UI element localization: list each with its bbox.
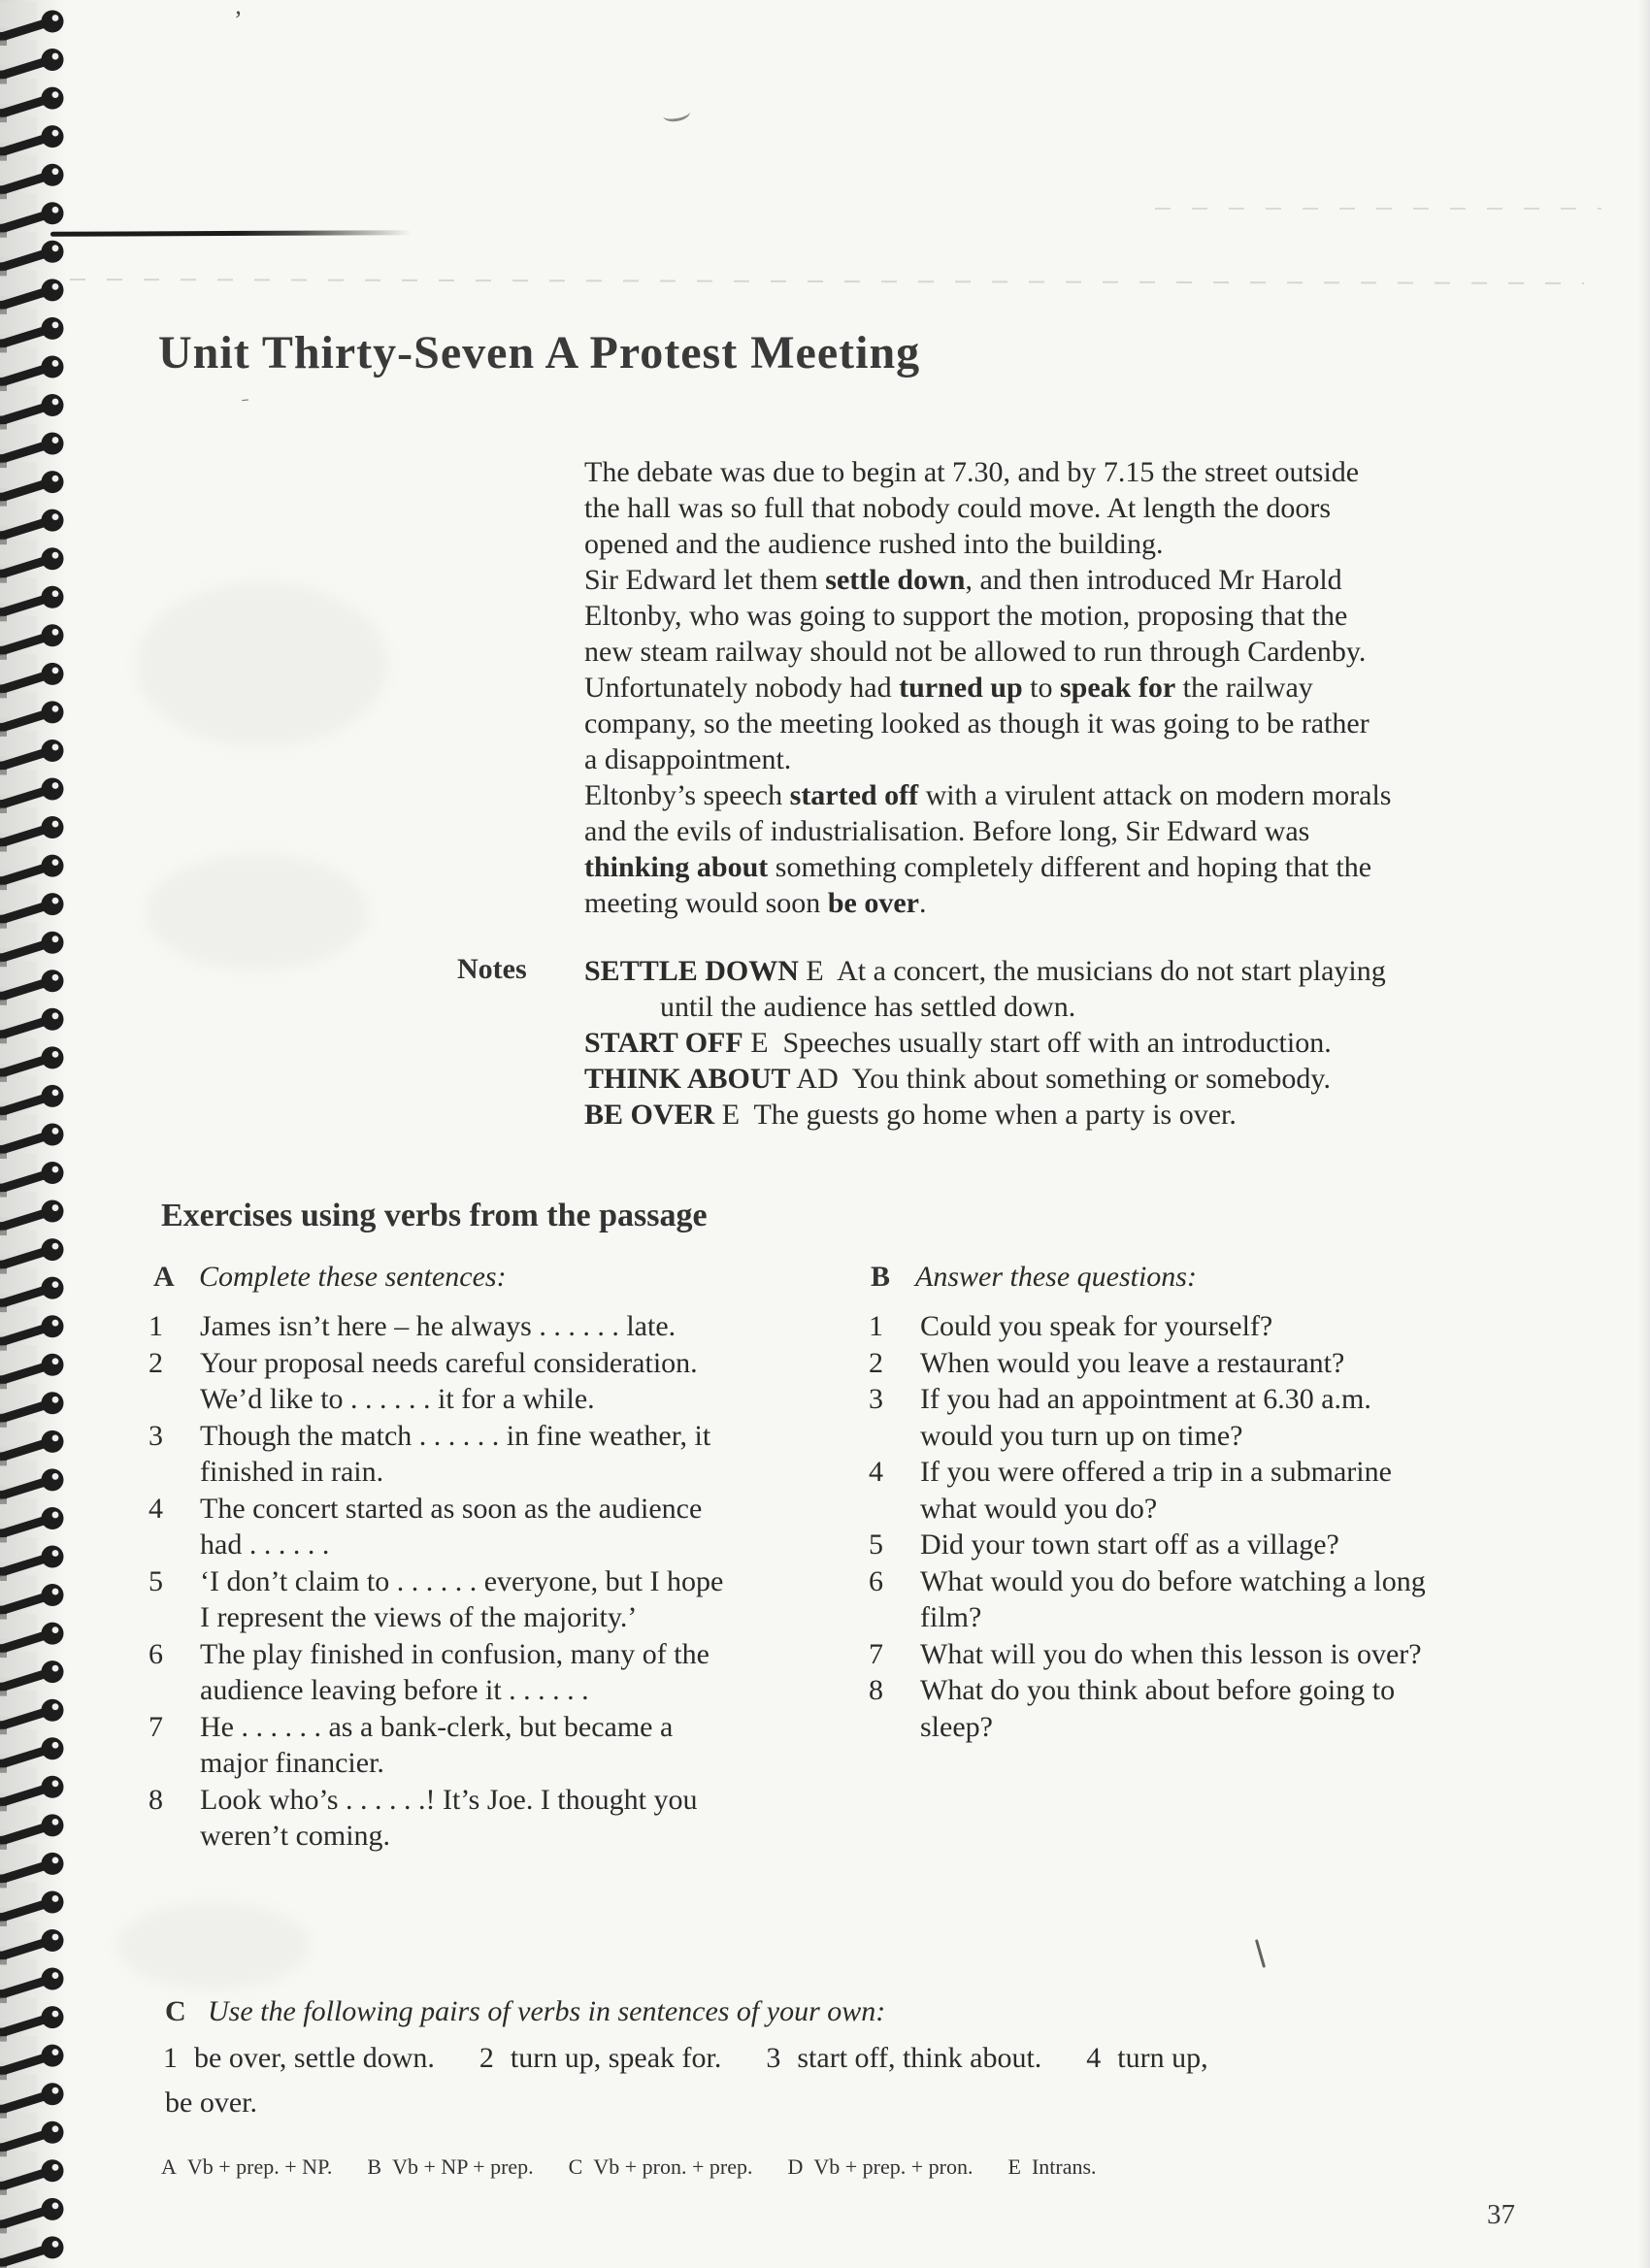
exercise-item [869, 1636, 1635, 1673]
item-number: 4 [869, 1456, 883, 1488]
item-number: 1 [869, 1310, 883, 1342]
phrasal-verb-bold: turned up [899, 672, 1023, 704]
pattern-label: E [1007, 2154, 1021, 2179]
passage-line [584, 454, 1391, 490]
item-number: 6 [148, 1637, 163, 1670]
passage-line [584, 562, 1391, 598]
exercise-item [148, 1563, 867, 1636]
pattern-text: Vb + prep. + pron. [813, 2154, 974, 2179]
section-b-items [869, 1308, 1635, 1745]
scan-artifact-dashed-line [70, 279, 1584, 284]
text-segment: until the audience has settled down. [660, 991, 1076, 1023]
exercise-item [869, 1527, 1635, 1563]
scan-artifact-squiggle [662, 105, 691, 124]
section-a-label: A [153, 1261, 175, 1293]
pattern-entry [1008, 2154, 1097, 2180]
item-line: Could you speak for yourself? [920, 1310, 1273, 1342]
item-line: audience leaving before it . . . . . . [200, 1674, 589, 1706]
text-segment: AD You think about something or somebody. [790, 1063, 1331, 1095]
section-c-instruction: Use the following pairs of verbs in sentences of your own: [208, 1995, 886, 2027]
item-text [200, 1636, 710, 1709]
section-c-label: C [165, 1995, 186, 2027]
text-segment: E The guests go home when a party is over. [714, 1099, 1237, 1131]
passage-line [584, 598, 1391, 634]
pair-number: 4 [1086, 2042, 1102, 2074]
item-number: 7 [148, 1710, 163, 1743]
phrasal-verb-bold: START OFF [584, 1027, 743, 1059]
scan-artifact-mark: ˍ [239, 378, 249, 404]
item-number: 2 [148, 1346, 163, 1379]
item-number: 1 [148, 1310, 163, 1342]
item-text [200, 1709, 673, 1782]
passage-line [584, 885, 1391, 921]
item-number: 2 [869, 1346, 883, 1379]
exercise-item [869, 1381, 1635, 1454]
exercise-item [869, 1563, 1635, 1636]
item-text [920, 1454, 1392, 1527]
item-line: weren’t coming. [200, 1820, 391, 1852]
item-text [200, 1782, 697, 1855]
item-number: 5 [869, 1528, 883, 1561]
exercise-item [148, 1636, 867, 1709]
item-line: I represent the views of the majority.’ [200, 1601, 638, 1633]
item-text [200, 1345, 698, 1418]
item-text [200, 1418, 710, 1491]
item-text [920, 1672, 1395, 1745]
text-segment: the railway [1175, 672, 1313, 704]
item-number: 5 [148, 1564, 163, 1597]
exercise-item [869, 1308, 1635, 1345]
text-segment: and the evils of industrialisation. Before long, Sir Edward was [584, 815, 1310, 847]
text-segment: E At a concert, the musicians do not start playing [798, 955, 1386, 987]
note-line [584, 1025, 1386, 1061]
spiral-binding-icon [0, 0, 116, 2268]
item-line: sleep? [920, 1710, 993, 1743]
item-line: Did your town start off as a village? [920, 1528, 1339, 1561]
text-segment: something completely different and hoping that the [768, 851, 1372, 883]
pattern-entry [787, 2154, 973, 2180]
scan-artifact-stroke [1255, 1939, 1266, 1968]
item-line: When would you leave a restaurant? [920, 1346, 1345, 1379]
item-number: 8 [148, 1783, 163, 1816]
page-edge-shadow [1638, 0, 1650, 2268]
item-text [920, 1636, 1422, 1673]
note-line [584, 989, 1386, 1025]
pattern-key [161, 2154, 1097, 2180]
item-line: finished in rain. [200, 1456, 384, 1488]
scan-blotch [136, 582, 388, 747]
pattern-entry [161, 2154, 332, 2180]
scan-blotch [116, 1902, 311, 1989]
text-segment: Unfortunately nobody had [584, 672, 900, 704]
item-text [920, 1308, 1272, 1345]
section-a-items [148, 1308, 867, 1855]
item-line: Your proposal needs careful consideration. [200, 1346, 698, 1379]
text-segment: with a virulent attack on modern morals [918, 779, 1392, 811]
exercises-heading: Exercises using verbs from the passage [161, 1198, 708, 1233]
pair-number: 1 [163, 2042, 178, 2074]
item-text [200, 1308, 676, 1345]
item-line: would you turn up on time? [920, 1419, 1243, 1452]
text-segment: opened and the audience rushed into the building. [584, 528, 1164, 560]
item-line: what would you do? [920, 1492, 1158, 1525]
exercise-item [869, 1345, 1635, 1382]
item-number: 7 [869, 1637, 883, 1670]
text-segment: Sir Edward let them [584, 564, 826, 596]
exercise-item [148, 1308, 867, 1345]
text-segment: new steam railway should not be allowed to run through Cardenby. [584, 636, 1367, 668]
section-c-continuation: be over. [165, 2087, 257, 2119]
item-line: The play finished in confusion, many of the [200, 1637, 710, 1670]
item-number: 8 [869, 1674, 883, 1706]
unit-title: Unit Thirty-Seven A Protest Meeting [158, 327, 921, 378]
passage-line [584, 670, 1391, 706]
exercise-item [148, 1491, 867, 1563]
text-segment: . [918, 887, 927, 919]
passage-line [584, 777, 1391, 813]
verb-pair [766, 2042, 1041, 2075]
item-text [920, 1345, 1344, 1382]
notes-label: Notes [457, 953, 527, 985]
passage-line [584, 849, 1391, 885]
text-segment: a disappointment. [584, 743, 792, 775]
text-segment: E Speeches usually start off with an introduction. [742, 1027, 1332, 1059]
item-number: 6 [869, 1564, 883, 1597]
pair-number: 3 [766, 2042, 781, 2074]
item-line: major financier. [200, 1747, 384, 1779]
phrasal-verb-bold: thinking about [584, 851, 769, 883]
exercise-item [869, 1454, 1635, 1527]
section-b-instruction: Answer these questions: [915, 1261, 1197, 1293]
item-line: Though the match . . . . . . in fine weather, it [200, 1419, 711, 1452]
pair-number: 2 [478, 2042, 494, 2074]
pattern-text: Intrans. [1031, 2154, 1097, 2179]
text-segment: company, so the meeting looked as though it was going to be rather [584, 707, 1370, 740]
item-text [920, 1563, 1426, 1636]
item-line: What would you do before watching a long [920, 1564, 1426, 1597]
passage-line [584, 813, 1391, 849]
text-segment: to [1022, 672, 1060, 704]
item-line: ‘I don’t claim to . . . . . . everyone, but I hope [200, 1564, 724, 1597]
section-c-pairs [163, 2042, 1208, 2075]
pattern-entry [569, 2154, 753, 2180]
pattern-label: C [568, 2154, 583, 2179]
passage-line [584, 634, 1391, 670]
item-number: 3 [869, 1383, 883, 1415]
pattern-text: Vb + pron. + prep. [593, 2154, 753, 2179]
text-segment: , and then introduced Mr Harold [965, 564, 1342, 596]
item-line: The concert started as soon as the audience [200, 1492, 703, 1525]
exercise-item [148, 1418, 867, 1491]
item-line: film? [920, 1601, 982, 1633]
text-segment: meeting would soon [584, 887, 828, 919]
item-line: What will you do when this lesson is over? [920, 1637, 1422, 1670]
exercise-item [148, 1345, 867, 1418]
pattern-label: A [161, 2154, 177, 2179]
scan-artifact-dashed-line [1155, 208, 1601, 210]
section-b-label: B [871, 1261, 891, 1293]
exercise-item [148, 1782, 867, 1855]
item-line: We’d like to . . . . . . it for a while. [200, 1383, 595, 1415]
item-text [200, 1563, 723, 1636]
pair-text: turn up, [1117, 2042, 1208, 2074]
phrasal-verb-bold: SETTLE DOWN [584, 955, 799, 987]
pair-text: be over, settle down. [194, 2042, 435, 2074]
item-number: 3 [148, 1419, 163, 1452]
phrasal-verb-bold: BE OVER [584, 1099, 715, 1131]
text-segment: Eltonby’s speech [584, 779, 790, 811]
phrasal-verb-bold: speak for [1060, 672, 1176, 704]
exercise-item [148, 1709, 867, 1782]
verb-pair [163, 2042, 435, 2075]
phrasal-verb-bold: be over [827, 887, 919, 919]
item-number: 4 [148, 1492, 163, 1525]
text-segment: the hall was so full that nobody could move. At length the doors [584, 492, 1332, 524]
text-segment: The debate was due to begin at 7.30, and by 7.15 the street outside [584, 456, 1360, 488]
scan-blotch [146, 854, 369, 970]
passage-line [584, 741, 1391, 777]
pattern-text: Vb + prep. + NP. [186, 2154, 333, 2179]
note-line [584, 953, 1386, 989]
pattern-entry [367, 2154, 533, 2180]
passage-line [584, 706, 1391, 741]
item-line: had . . . . . . [200, 1528, 330, 1561]
verb-pair [479, 2042, 721, 2075]
pattern-label: D [787, 2154, 804, 2179]
item-text [200, 1491, 702, 1563]
scan-artifact-dark-line [50, 230, 412, 237]
item-line: James isn’t here – he always . . . . . . late. [200, 1310, 676, 1342]
scan-artifact-mark: ’ [234, 6, 243, 34]
item-line: If you had an appointment at 6.30 a.m. [920, 1383, 1371, 1415]
item-line: What do you think about before going to [920, 1674, 1396, 1706]
item-text [920, 1381, 1371, 1454]
phrasal-verb-bold: settle down [825, 564, 966, 596]
passage-line [584, 526, 1391, 562]
item-text [920, 1527, 1339, 1563]
text-segment: Eltonby, who was going to support the motion, proposing that the [584, 600, 1348, 632]
pattern-text: Vb + NP + prep. [392, 2154, 534, 2179]
section-a-instruction: Complete these sentences: [199, 1261, 507, 1293]
note-line [584, 1097, 1386, 1133]
notes-block [584, 953, 1386, 1133]
item-line: He . . . . . . as a bank-clerk, but became a [200, 1710, 674, 1743]
pair-text: turn up, speak for. [510, 2042, 722, 2074]
verb-pair [1086, 2042, 1207, 2075]
reading-passage [584, 454, 1391, 921]
item-line: Look who’s . . . . . .! It’s Joe. I thought you [200, 1783, 698, 1816]
pattern-label: B [367, 2154, 382, 2179]
item-line: If you were offered a trip in a submarine [920, 1456, 1392, 1488]
phrasal-verb-bold: started off [789, 779, 919, 811]
note-line [584, 1061, 1386, 1097]
pair-text: start off, think about. [797, 2042, 1042, 2074]
exercise-item [869, 1672, 1635, 1745]
page-number: 37 [1487, 2199, 1515, 2230]
phrasal-verb-bold: THINK ABOUT [584, 1063, 791, 1095]
passage-line [584, 490, 1391, 526]
